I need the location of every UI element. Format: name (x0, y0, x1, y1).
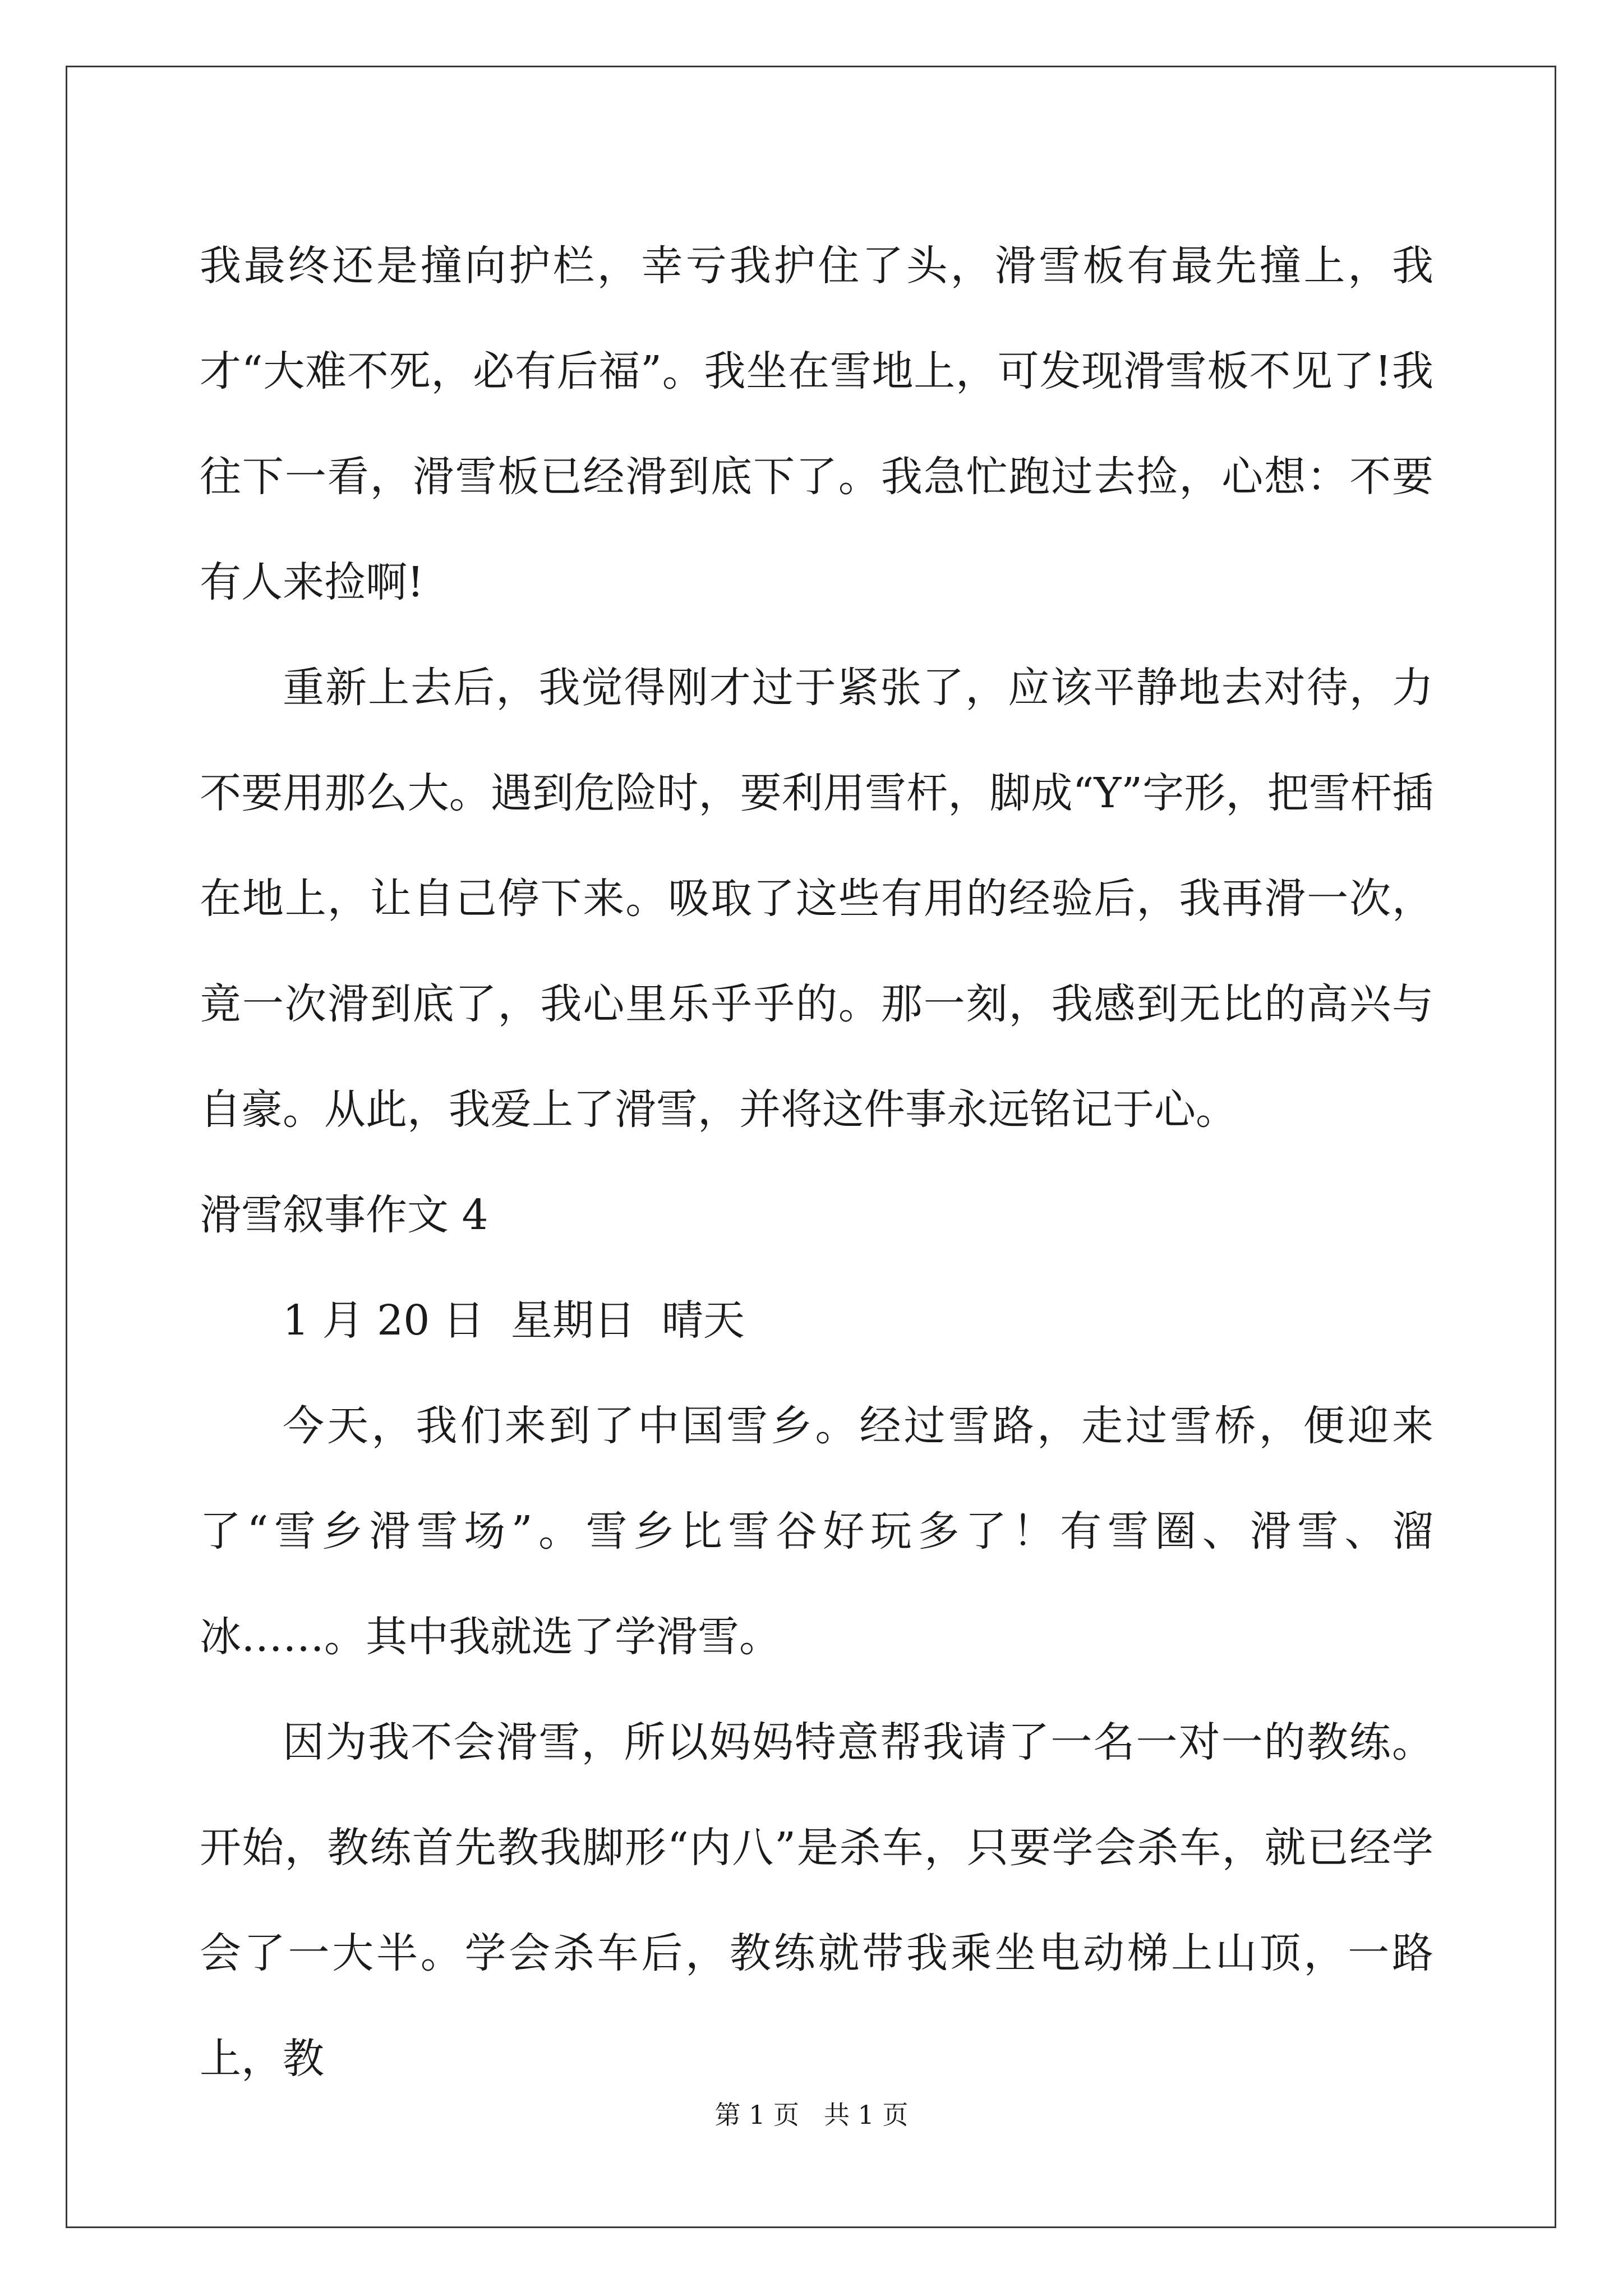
paragraph-3: 今天，我们来到了中国雪乡。经过雪路，走过雪桥，便迎来了“雪乡滑雪场”。雪乡比雪谷好玩多了！有雪圈、滑雪、溜冰……。其中我就选了学滑雪。 (200, 1402, 1433, 1661)
diary-date-line: 1 月 20 日 星期日 晴天 (283, 1296, 745, 1345)
page-footer (0, 2098, 1623, 2132)
section-heading: 滑雪叙事作文 4 (200, 1191, 488, 1239)
paragraph-4: 因为我不会滑雪，所以妈妈特意帮我请了一名一对一的教练。开始，教练首先教我脚形“内八”是杀车，只要学会杀车，就已经学会了一大半。学会杀车后，教练就带我乘坐电动梯上山顶，一路上，教 (200, 1718, 1433, 2083)
page-total: 共 1 页 (823, 2100, 909, 2130)
paragraph-2: 重新上去后，我觉得刚才过于紧张了，应该平静地去对待，力不要用那么大。遇到危险时，要利用雪杆，脚成“Y”字形，把雪杆插在地上，让自己停下来。吸取了这些有用的经验后，我再滑一次，竟一次滑到底了，我心里乐乎乎的。那一刻，我感到无比的高兴与自豪。从此，我爱上了滑雪，并将这件事永远铭记于心。 (200, 664, 1433, 1134)
document-body (200, 213, 1433, 2111)
footer-spacer (799, 2100, 824, 2130)
page-number: 第 1 页 (714, 2100, 800, 2130)
paragraph-1: 我最终还是撞向护栏，幸亏我护住了头，滑雪板有最先撞上，我才“大难不死，必有后福”。我坐在雪地上，可发现滑雪板不见了!我往下一看，滑雪板已经滑到底下了。我急忙跑过去捡，心想：不要有人来捡啊! (200, 242, 1433, 606)
